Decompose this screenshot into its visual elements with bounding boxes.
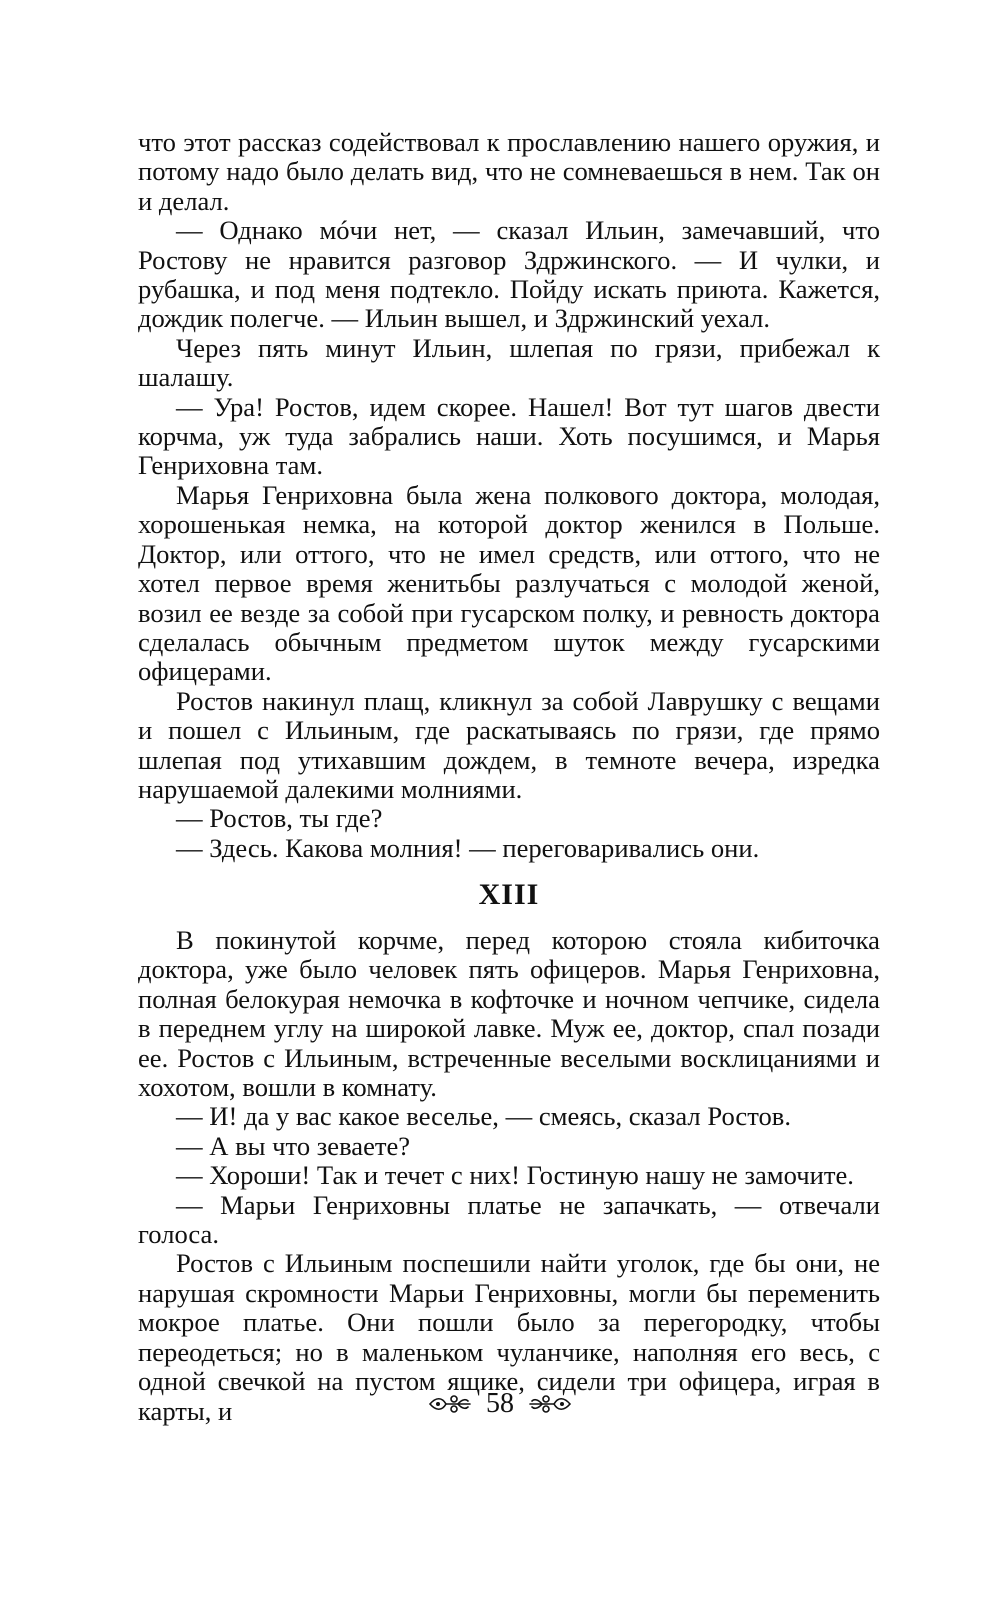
paragraph-4: — Ура! Ростов, идем скорее. Нашел! Вот тут шагов двести корчма, уж туда забрались наши. Хоть посушимся, и Марья Генриховна там. <box>138 391 880 481</box>
ornament-left-icon <box>428 1393 472 1415</box>
paragraph-5: Марья Генриховна была жена полкового доктора, молодая, хорошенькая немка, на которой доктор женился в Польше. Доктор, или оттого, что не имел средств, или оттого, что не хотел первое время женитьбы разлучаться с молодой женой, возил ее везде за собой при гусарском полку, и ревность доктора сделалась обычным предметом шуток между гусарскими офицерами. <box>138 479 880 687</box>
paragraph-8: — Здесь. Какова молния! — переговаривались они. <box>176 832 760 863</box>
chapter-title: XIII <box>478 878 540 911</box>
text-after-chapter <box>138 926 880 1426</box>
paragraph-14: Ростов с Ильиным поспешили найти уголок, где бы они, не нарушая скромности Марьи Генриховны, могли бы переменить мокрое платье. Они пошли было за перегородку, чтобы переодеться; но в маленьком чуланчике, наполняя его весь, с одной свечкой на пустом ящике, сидели три офицера, играя в карты, и <box>138 1248 880 1426</box>
paragraph-10: — И! да у вас какое веселье, — смеясь, сказал Ростов. <box>176 1101 791 1132</box>
ornament-right-icon <box>528 1393 572 1415</box>
page-folio <box>0 1388 1000 1420</box>
paragraph-1: что этот рассказ содействовал к прославлению нашего оружия, и потому надо было делать вид, что не сомневаешься в нем. Так он и делал. <box>138 127 880 216</box>
paragraph-12: — Хороши! Так и течет с них! Гостиную нашу не замочите. <box>176 1160 854 1191</box>
paragraph-2: — Однако мóчи нет, — сказал Ильин, замечавший, что Ростову не нравится разговор Здржинского. — И чулки, и рубашка, и под меня подтекло. Пойду искать приюта. Кажется, дождик полегче. — Ильин вышел, и Здржинский уехал. <box>138 215 880 334</box>
paragraph-6: Ростов накинул плащ, кликнул за собой Лаврушку с вещами и пошел с Ильиным, где раскатываясь по грязи, где прямо шлепая под утихавшим дождем, в темноте вечера, изредка нарушаемой далекими молниями. <box>138 685 880 804</box>
text-before-chapter <box>138 128 880 863</box>
page-number: 58 <box>486 1388 514 1419</box>
paragraph-13: — Марьи Генриховны платье не запачкать, — отвечали голоса. <box>138 1189 880 1250</box>
paragraph-11: — А вы что зеваете? <box>176 1130 411 1161</box>
paragraph-3: Через пять минут Ильин, шлепая по грязи, прибежал к шалашу. <box>138 332 880 393</box>
paragraph-9: В покинутой корчме, перед которою стояла кибиточка доктора, уже было человек пять офицеров. Марья Генриховна, полная белокурая немочка в кофточке и ночном чепчике, сидела в переднем углу на широкой лавке. Муж ее, доктор, спал позади ее. Ростов с Ильиным, встреченные веселыми восклицаниями и хохотом, вошли в комнату. <box>138 925 880 1103</box>
paragraph-7: — Ростов, ты где? <box>176 803 383 834</box>
